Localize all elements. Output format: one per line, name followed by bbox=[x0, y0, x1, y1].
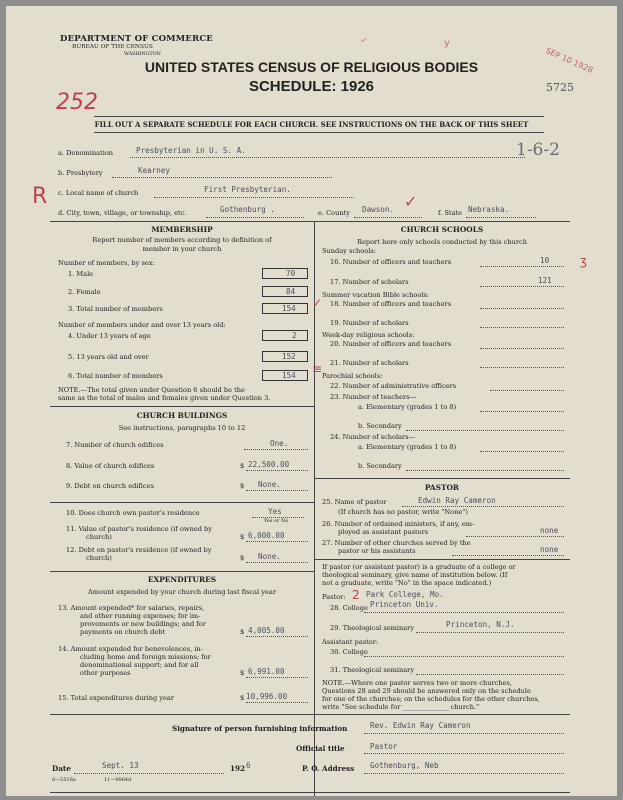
q26-label-1: 26. Number of ordained ministers, if any, em- bbox=[322, 520, 475, 528]
weekday-heading: Week-day religious schools: bbox=[322, 331, 415, 339]
handwritten-2: 2 bbox=[352, 588, 360, 602]
q28-label: 28. College bbox=[330, 604, 368, 612]
form-title: UNITED STATES CENSUS OF RELIGIOUS BODIES bbox=[144, 59, 479, 75]
faint-mark: ✓ bbox=[358, 35, 370, 47]
county-value: Dawson. bbox=[362, 205, 395, 214]
q29-label: 29. Theological seminary bbox=[330, 624, 415, 632]
parochial-heading: Parochial schools: bbox=[322, 372, 383, 380]
po-address-label: P. O. Address bbox=[302, 764, 355, 773]
q8-label: 8. Value of church edifices bbox=[66, 462, 155, 470]
graduate-note-2: theological seminary, give name of institution below. (If bbox=[322, 571, 508, 579]
dollar-sign: $ bbox=[240, 533, 245, 541]
official-title-label: Official title bbox=[296, 744, 345, 753]
q24a-label: a. Elementary (grades 1 to 8) bbox=[358, 443, 457, 451]
membership-note-1: NOTE.—The total given under Question 6 should be the bbox=[58, 386, 245, 394]
dollar-sign: $ bbox=[240, 462, 245, 470]
q7-value: One. bbox=[270, 439, 289, 448]
q13-label-1: 13. Amount expended* for salaries, repairs, bbox=[58, 604, 205, 612]
q13-value: 4,005.00 bbox=[248, 626, 285, 635]
received-stamp: SEP 10 1928 bbox=[544, 46, 595, 75]
q27-value: none bbox=[540, 545, 559, 554]
q25-label: 25. Name of pastor bbox=[322, 498, 387, 506]
q20-label: 20. Number of officers and teachers bbox=[330, 340, 452, 348]
bureau-label: BUREAU OF THE CENSUS bbox=[72, 44, 153, 50]
expenditures-sub: Amount expended by your church during last fiscal year bbox=[87, 588, 277, 596]
q6-value: 154 bbox=[282, 371, 296, 380]
state-label: f. State bbox=[438, 209, 463, 217]
graduate-note-3: not a graduate, write "No" in the space indicated.) bbox=[322, 579, 492, 587]
equals-mark: ≡ bbox=[312, 362, 323, 376]
q14-label-4: other purposes bbox=[80, 669, 131, 677]
membership-intro-1: Report number of members according to definition of bbox=[92, 236, 272, 244]
official-title-value: Pastor bbox=[370, 742, 398, 751]
q5-label: 5. 13 years old and over bbox=[68, 353, 149, 361]
q16-value: 10 bbox=[540, 256, 550, 265]
q7-label: 7. Number of church edifices bbox=[66, 441, 164, 449]
sex-heading: Number of members, by sex: bbox=[58, 259, 155, 267]
denomination-value: Presbyterian in U. S. A. bbox=[136, 146, 246, 155]
form-number-1: 8—5518a bbox=[52, 777, 76, 783]
dollar-sign: $ bbox=[240, 669, 245, 677]
q30-label: 30. College bbox=[330, 648, 368, 656]
q13-label-3: provements or new buildings; and for bbox=[80, 620, 206, 628]
dollar-sign: $ bbox=[240, 554, 245, 562]
dept-label: DEPARTMENT OF COMMERCE bbox=[60, 34, 213, 44]
q2-value: 84 bbox=[286, 287, 296, 296]
q27-label-2: pastor or his assistants bbox=[338, 547, 416, 555]
check-mark: ✓ bbox=[404, 192, 418, 211]
q11-label-1: 11. Value of pastor's residence (if owned by bbox=[66, 525, 212, 533]
q17-value: 121 bbox=[538, 276, 552, 285]
college-value-1: Park College, Mo. bbox=[366, 590, 444, 599]
q24-label: 24. Number of scholars— bbox=[330, 433, 416, 441]
q31-label: 31. Theological seminary bbox=[330, 666, 415, 674]
age-heading: Number of members under and over 13 years old: bbox=[58, 321, 226, 329]
membership-title: MEMBERSHIP bbox=[151, 225, 213, 234]
handwritten-number: 252 bbox=[56, 90, 98, 115]
q14-label-1: 14. Amount expended for benevolences, in- bbox=[58, 645, 203, 653]
pastor-note-1: NOTE.—Where one pastor serves two or more churches, bbox=[322, 679, 512, 687]
dollar-sign: $ bbox=[240, 694, 245, 702]
q18-label: 18. Number of officers and teachers bbox=[330, 300, 452, 308]
q5-value: 152 bbox=[282, 352, 296, 361]
faint-mark-2: y bbox=[444, 38, 450, 49]
form-subtitle: SCHEDULE: 1926 bbox=[248, 78, 375, 95]
dollar-sign: $ bbox=[240, 482, 245, 490]
city-label: WASHINGTON bbox=[124, 52, 161, 57]
pastor-note-3: for one of the churches; on the schedules for the other churches, bbox=[322, 695, 540, 703]
q3-label: 3. Total number of members bbox=[68, 305, 163, 313]
church-name-label: c. Local name of church bbox=[58, 189, 139, 197]
yes-no-hint: Yes or No bbox=[264, 518, 289, 524]
q1-value: 70 bbox=[286, 269, 296, 278]
q12-value: None. bbox=[258, 552, 281, 561]
q3-value: 154 bbox=[282, 304, 296, 313]
q19-label: 19. Number of scholars bbox=[330, 319, 409, 327]
college-value-2: Princeton Univ. bbox=[370, 600, 439, 609]
presbytery-label: b. Presbytery bbox=[58, 169, 103, 177]
date-label: Date bbox=[52, 764, 71, 773]
year-digit: 6 bbox=[246, 761, 251, 770]
bracket-mark: ʒ bbox=[580, 254, 587, 268]
q14-value: 6,991.00 bbox=[248, 667, 285, 676]
census-schedule-page bbox=[6, 6, 617, 796]
q14-label-2: cluding home and foreign missions; for bbox=[80, 653, 211, 661]
q16-label: 16. Number of officers and teachers bbox=[330, 258, 452, 266]
assistant-pastor-label: Assistant pastor: bbox=[322, 638, 379, 646]
tick-mark: ✓ bbox=[312, 296, 323, 310]
q13-label-2: and other running expenses; for im- bbox=[80, 612, 201, 620]
year-prefix: 192 bbox=[230, 764, 246, 773]
q23a-label: a. Elementary (grades 1 to 8) bbox=[358, 403, 457, 411]
q11-label-2: church) bbox=[86, 533, 112, 541]
pastor-sub-label: Pastor: bbox=[322, 593, 346, 601]
q4-label: 4. Under 13 years of age bbox=[68, 332, 151, 340]
state-value: Nebraska. bbox=[468, 205, 510, 214]
q27-label-1: 27. Number of other churches served by the bbox=[322, 539, 471, 547]
buildings-title: CHURCH BUILDINGS bbox=[136, 411, 228, 420]
q26-label-2: ployed as assistant pastors bbox=[338, 528, 429, 536]
church-name-value: First Presbyterian. bbox=[204, 185, 291, 194]
q24b-label: b. Secondary bbox=[358, 462, 402, 470]
city-label-field: d. City, town, village, or township, etc. bbox=[58, 209, 187, 217]
vacation-heading: Summer vacation Bible schools: bbox=[322, 291, 430, 299]
code-number: 1-6-2 bbox=[516, 140, 560, 160]
q2-label: 2. Female bbox=[68, 288, 101, 296]
instruction-banner: FILL OUT A SEPARATE SCHEDULE FOR EACH CHURCH. SEE INSTRUCTIONS ON THE BACK OF THIS SHEET bbox=[94, 120, 529, 129]
q9-label: 9. Debt on church edifices bbox=[66, 482, 154, 490]
expenditures-title: EXPENDITURES bbox=[147, 575, 217, 584]
q21-label: 21. Number of scholars bbox=[330, 359, 409, 367]
schools-sub: Report here only schools conducted by this church bbox=[357, 238, 527, 246]
q10-label: 10. Does church own pastor's residence bbox=[66, 509, 200, 517]
q25-value: Edwin Ray Cameron bbox=[418, 496, 496, 505]
po-address-value: Gothenburg, Neb bbox=[370, 761, 439, 770]
q9-value: None. bbox=[258, 480, 281, 489]
membership-note-2: same as the total of males and females given under Question 3. bbox=[58, 394, 271, 402]
q4-value: 2 bbox=[292, 331, 297, 340]
sunday-heading: Sunday schools: bbox=[322, 247, 376, 255]
presbytery-value: Kearney bbox=[138, 166, 171, 175]
q10-value: Yes bbox=[268, 507, 282, 516]
serial-number: 5725 bbox=[546, 81, 574, 94]
q17-label: 17. Number of scholars bbox=[330, 278, 409, 286]
pastor-note-4: write "See schedule for ______________ church." bbox=[322, 703, 480, 711]
graduate-note-1: If pastor (or assistant pastor) is a graduate of a college or bbox=[322, 563, 516, 571]
form-number-2: 11—9064d bbox=[104, 777, 132, 783]
q12-label-2: church) bbox=[86, 554, 112, 562]
q23b-label: b. Secondary bbox=[358, 422, 402, 430]
pastor-title: PASTOR bbox=[424, 483, 460, 492]
q8-value: 22,500.00 bbox=[248, 460, 290, 469]
buildings-sub: See instructions, paragraphs 10 to 12 bbox=[118, 424, 246, 432]
q6-label: 6. Total number of members bbox=[68, 372, 163, 380]
q13-label-4: payments on church debt bbox=[80, 628, 166, 636]
q29-value: Princeton, N.J. bbox=[446, 620, 515, 629]
q25-hint: (If church has no pastor, write "None") bbox=[338, 508, 468, 516]
q14-label-3: denominational support; and for all bbox=[80, 661, 199, 669]
q26-value: none bbox=[540, 526, 559, 535]
dollar-sign: $ bbox=[240, 628, 245, 636]
q15-label: 15. Total expenditures during year bbox=[58, 694, 174, 702]
q22-label: 22. Number of administrative officers bbox=[330, 382, 457, 390]
schools-title: CHURCH SCHOOLS bbox=[400, 225, 484, 234]
membership-intro-2: member in your church bbox=[142, 245, 222, 253]
q12-label-1: 12. Debt on pastor's residence (if owned by bbox=[66, 546, 212, 554]
signature-label: Signature of person furnishing information bbox=[172, 724, 348, 733]
signature-value: Rev. Edwin Ray Cameron bbox=[370, 721, 471, 730]
handwritten-r: R bbox=[32, 184, 48, 209]
q1-label: 1. Male bbox=[68, 270, 94, 278]
pastor-note-2: Questions 28 and 29 should be answered only on the schedule bbox=[322, 687, 531, 695]
q15-value: 10,996.00 bbox=[246, 692, 288, 701]
date-value: Sept. 13 bbox=[102, 761, 139, 770]
city-value: Gothenburg . bbox=[220, 205, 275, 214]
q11-value: 6,000.00 bbox=[248, 531, 285, 540]
county-label: e. County bbox=[318, 209, 350, 217]
q23-label: 23. Number of teachers— bbox=[330, 393, 417, 401]
denomination-label: a. Denomination bbox=[58, 149, 114, 157]
